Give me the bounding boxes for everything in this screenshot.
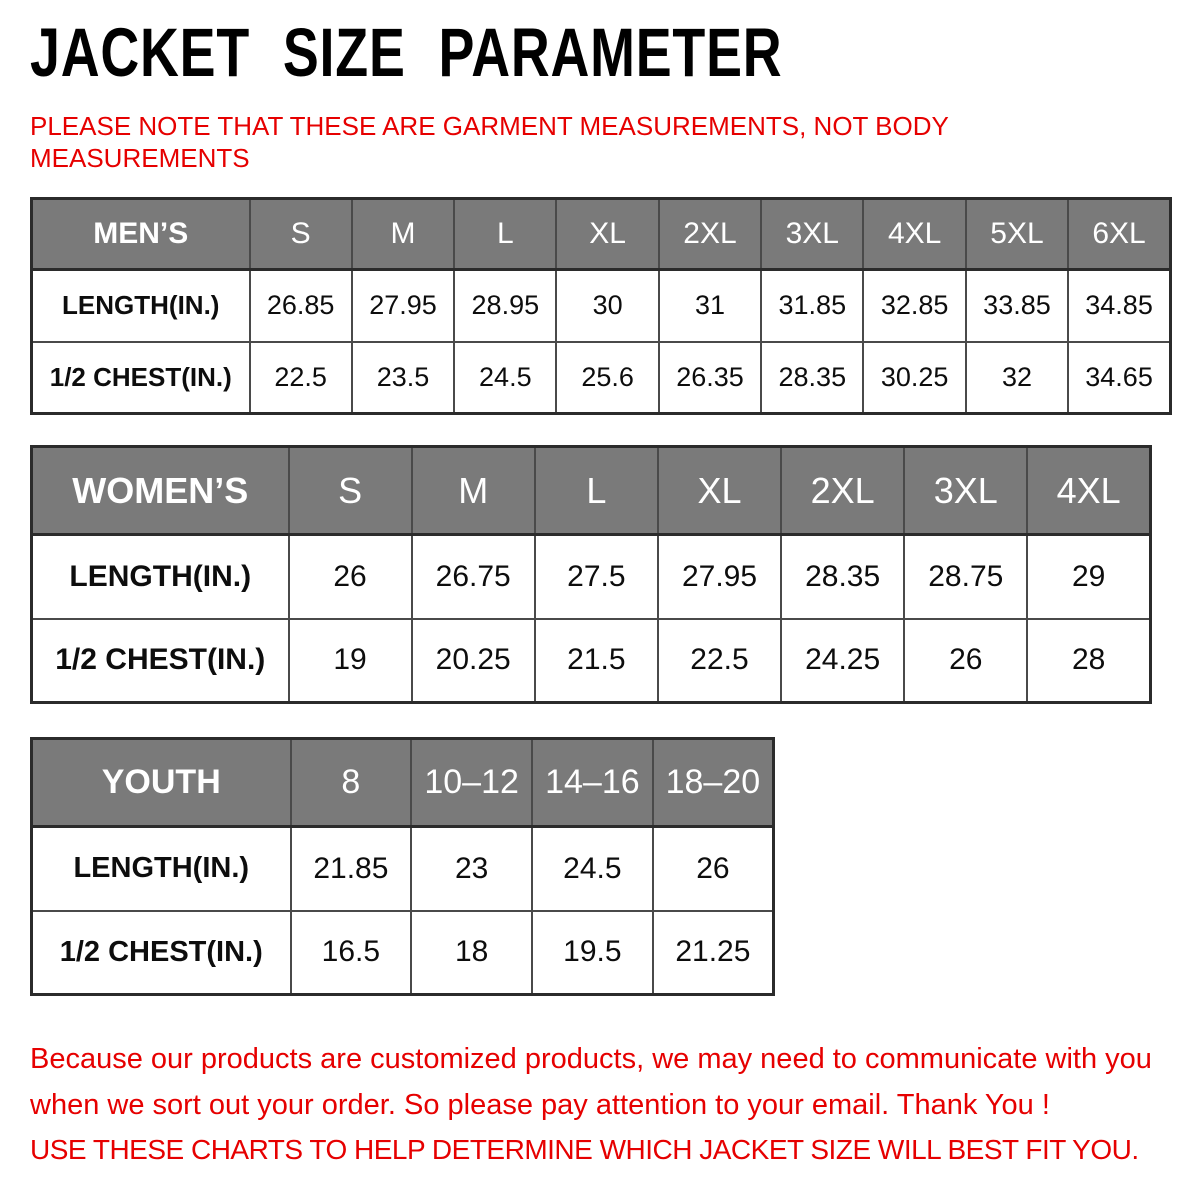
youth-header-row xyxy=(32,739,774,827)
value-cell: 22.5 xyxy=(658,619,781,703)
value-cell: 22.5 xyxy=(250,342,352,414)
womens-size-header-cell: 2XL xyxy=(781,447,904,535)
youth-size-header-cell: 8 xyxy=(291,739,412,827)
value-cell: 31 xyxy=(659,270,761,342)
mens-table-title-cell: MEN’S xyxy=(32,199,250,270)
footer-line-2: when we sort out your order. So please pay attention to your email. Thank You ! xyxy=(30,1089,1050,1121)
page-title-text: JACKET SIZE PARAMETER xyxy=(30,14,783,91)
mens-data-row-half-chest xyxy=(32,342,1171,414)
mens-size-table xyxy=(30,197,1172,415)
value-cell: 32.85 xyxy=(863,270,965,342)
value-cell: 24.5 xyxy=(454,342,556,414)
mens-size-header-cell: L xyxy=(454,199,556,270)
row-label-cell: LENGTH(IN.) xyxy=(32,270,250,342)
value-cell: 28 xyxy=(1027,619,1150,703)
value-cell: 26.85 xyxy=(250,270,352,342)
value-cell: 19 xyxy=(289,619,412,703)
value-cell: 34.65 xyxy=(1068,342,1170,414)
value-cell: 30.25 xyxy=(863,342,965,414)
row-label-cell: LENGTH(IN.) xyxy=(32,535,289,619)
womens-size-header-cell: XL xyxy=(658,447,781,535)
womens-header-row xyxy=(32,447,1151,535)
value-cell: 25.6 xyxy=(556,342,658,414)
mens-size-header-cell: 2XL xyxy=(659,199,761,270)
mens-data-row-length xyxy=(32,270,1171,342)
womens-size-table xyxy=(30,445,1152,704)
value-cell: 26.75 xyxy=(412,535,535,619)
footer-line-1: Because our products are customized products, we may need to communicate with you xyxy=(30,1043,1152,1075)
youth-size-table xyxy=(30,737,775,996)
youth-size-header-cell: 14–16 xyxy=(532,739,653,827)
womens-size-header-cell: 3XL xyxy=(904,447,1027,535)
value-cell: 26 xyxy=(653,827,774,911)
value-cell: 32 xyxy=(966,342,1068,414)
customized-products-notice xyxy=(30,1036,1152,1128)
row-label-cell: 1/2 CHEST(IN.) xyxy=(32,911,291,995)
value-cell: 34.85 xyxy=(1068,270,1170,342)
mens-size-header-cell: 4XL xyxy=(863,199,965,270)
youth-table-title-cell: YOUTH xyxy=(32,739,291,827)
youth-data-row-half-chest xyxy=(32,911,774,995)
womens-data-row-half-chest xyxy=(32,619,1151,703)
mens-size-header-cell: 6XL xyxy=(1068,199,1170,270)
value-cell: 27.5 xyxy=(535,535,658,619)
garment-measurements-note xyxy=(30,110,949,174)
chart-usage-note: USE THESE CHARTS TO HELP DETERMINE WHICH JACKET SIZE WILL BEST FIT YOU. xyxy=(30,1134,1139,1165)
value-cell: 28.75 xyxy=(904,535,1027,619)
value-cell: 30 xyxy=(556,270,658,342)
womens-size-header-cell: S xyxy=(289,447,412,535)
mens-size-header-cell: M xyxy=(352,199,454,270)
value-cell: 27.95 xyxy=(352,270,454,342)
womens-size-header-cell: L xyxy=(535,447,658,535)
youth-size-header-cell: 18–20 xyxy=(653,739,774,827)
mens-size-header-cell: 5XL xyxy=(966,199,1068,270)
value-cell: 24.25 xyxy=(781,619,904,703)
womens-size-table-grid xyxy=(30,445,1152,704)
row-label-cell: 1/2 CHEST(IN.) xyxy=(32,342,250,414)
value-cell: 23 xyxy=(411,827,532,911)
value-cell: 29 xyxy=(1027,535,1150,619)
value-cell: 26 xyxy=(904,619,1027,703)
value-cell: 26 xyxy=(289,535,412,619)
note-line-1: PLEASE NOTE THAT THESE ARE GARMENT MEASUREMENTS, NOT BODY xyxy=(30,111,949,141)
value-cell: 31.85 xyxy=(761,270,863,342)
value-cell: 28.35 xyxy=(761,342,863,414)
row-label-cell: 1/2 CHEST(IN.) xyxy=(32,619,289,703)
mens-size-header-cell: 3XL xyxy=(761,199,863,270)
value-cell: 23.5 xyxy=(352,342,454,414)
youth-data-row-length xyxy=(32,827,774,911)
value-cell: 21.85 xyxy=(291,827,412,911)
youth-size-header-cell: 10–12 xyxy=(411,739,532,827)
womens-size-header-cell: 4XL xyxy=(1027,447,1150,535)
value-cell: 21.5 xyxy=(535,619,658,703)
value-cell: 19.5 xyxy=(532,911,653,995)
value-cell: 21.25 xyxy=(653,911,774,995)
value-cell: 24.5 xyxy=(532,827,653,911)
youth-size-table-grid xyxy=(30,737,775,996)
womens-table-title-cell: WOMEN’S xyxy=(32,447,289,535)
value-cell: 16.5 xyxy=(291,911,412,995)
value-cell: 28.95 xyxy=(454,270,556,342)
mens-size-header-cell: S xyxy=(250,199,352,270)
value-cell: 18 xyxy=(411,911,532,995)
value-cell: 33.85 xyxy=(966,270,1068,342)
page-title xyxy=(30,14,995,91)
value-cell: 28.35 xyxy=(781,535,904,619)
row-label-cell: LENGTH(IN.) xyxy=(32,827,291,911)
value-cell: 20.25 xyxy=(412,619,535,703)
womens-data-row-length xyxy=(32,535,1151,619)
mens-size-header-cell: XL xyxy=(556,199,658,270)
value-cell: 26.35 xyxy=(659,342,761,414)
womens-size-header-cell: M xyxy=(412,447,535,535)
mens-header-row xyxy=(32,199,1171,270)
note-line-2: MEASUREMENTS xyxy=(30,143,250,173)
mens-size-table-grid xyxy=(30,197,1172,415)
value-cell: 27.95 xyxy=(658,535,781,619)
